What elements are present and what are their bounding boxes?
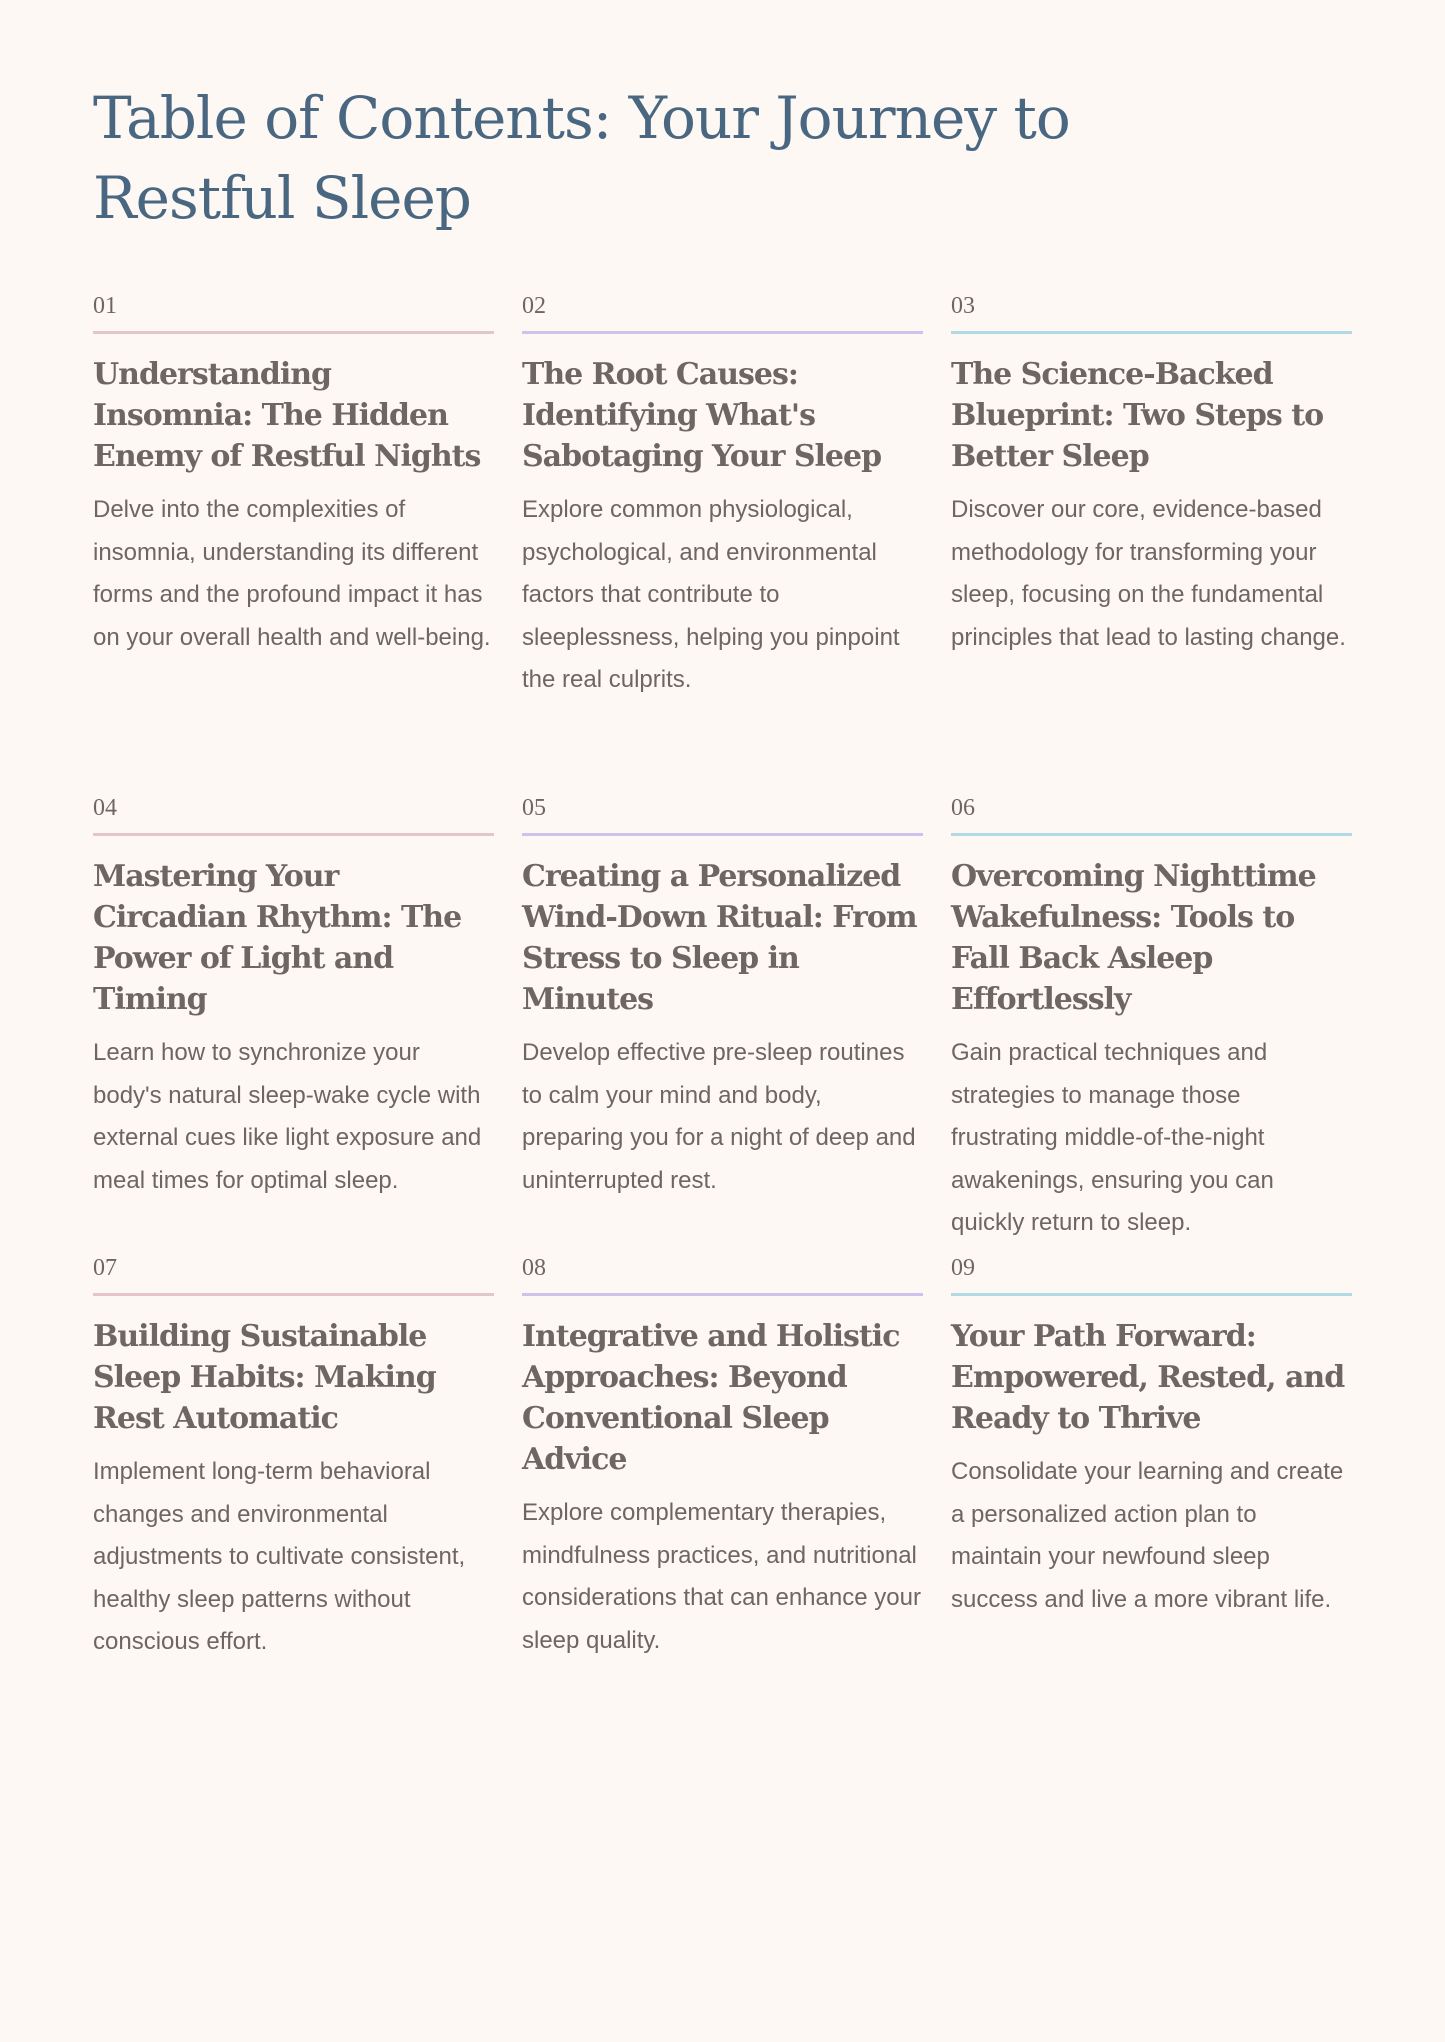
chapter-number: 02 [522, 293, 546, 319]
chapter-title: The Science-Backed Blueprint: Two Steps to Better Sleep [951, 357, 1324, 474]
divider-rule [93, 331, 494, 334]
page-title: Table of Contents: Your Journey to Restful Sleep [93, 84, 1070, 232]
chapter-description: Learn how to synchronize your body's natural sleep-wake cycle with external cues like light exposure and meal times for optimal sleep. [93, 1039, 482, 1194]
toc-entry-03[interactable] [951, 291, 1352, 659]
chapter-number: 09 [951, 1255, 975, 1281]
divider-rule [951, 331, 1352, 334]
toc-entry-01[interactable] [93, 291, 494, 659]
chapter-description: Explore common physiological, psychological, and environmental factors that contribute to sleeplessness, helping you pinpoint the real culprits. [522, 496, 900, 693]
chapter-number: 03 [951, 293, 975, 319]
toc-entry-08[interactable] [522, 1253, 923, 1662]
chapter-description: Gain practical techniques and strategies to manage those frustrating middle-of-the-night awakenings, ensuring you can quickly return to sleep. [951, 1039, 1274, 1236]
chapter-description: Discover our core, evidence-based methodology for transforming your sleep, focusing on the fundamental principles that lead to lasting change. [951, 496, 1346, 651]
divider-rule [93, 833, 494, 836]
toc-entry-09[interactable] [951, 1253, 1352, 1621]
toc-entry-02[interactable] [522, 291, 923, 702]
divider-rule [522, 833, 923, 836]
chapter-title: Overcoming Nighttime Wakefulness: Tools to Fall Back Asleep Effortlessly [951, 859, 1316, 1017]
chapter-description: Implement long-term behavioral changes and environmental adjustments to cultivate consistent, healthy sleep patterns without conscious effort. [93, 1458, 466, 1655]
chapter-number: 04 [93, 795, 117, 821]
divider-rule [522, 1293, 923, 1296]
chapter-title: Understanding Insomnia: The Hidden Enemy of Restful Nights [93, 357, 481, 474]
divider-rule [522, 331, 923, 334]
chapter-number: 07 [93, 1255, 117, 1281]
chapter-title: Mastering Your Circadian Rhythm: The Power of Light and Timing [93, 859, 462, 1017]
divider-rule [93, 1293, 494, 1296]
toc-entry-07[interactable] [93, 1253, 494, 1664]
chapter-description: Consolidate your learning and create a personalized action plan to maintain your newfound sleep success and live a more vibrant life. [951, 1458, 1344, 1613]
chapter-description: Explore complementary therapies, mindfulness practices, and nutritional considerations that can enhance your sleep quality. [522, 1499, 921, 1654]
chapter-number: 01 [93, 293, 117, 319]
chapter-number: 05 [522, 795, 546, 821]
chapter-title: Your Path Forward: Empowered, Rested, and Ready to Thrive [951, 1319, 1345, 1436]
toc-entry-06[interactable] [951, 793, 1352, 1245]
toc-entry-05[interactable] [522, 793, 923, 1202]
chapter-title: Integrative and Holistic Approaches: Beyond Conventional Sleep Advice [522, 1319, 900, 1477]
chapter-title: Creating a Personalized Wind-Down Ritual: From Stress to Sleep in Minutes [522, 859, 917, 1017]
chapter-description: Develop effective pre-sleep routines to calm your mind and body, preparing you for a night of deep and uninterrupted rest. [522, 1039, 916, 1194]
chapter-title: Building Sustainable Sleep Habits: Making Rest Automatic [93, 1319, 436, 1436]
chapter-description: Delve into the complexities of insomnia, understanding its different forms and the profound impact it has on your overall health and well-being. [93, 496, 491, 651]
toc-page [93, 78, 1353, 1655]
toc-entry-04[interactable] [93, 793, 494, 1202]
chapter-title: The Root Causes: Identifying What's Sabotaging Your Sleep [522, 357, 882, 474]
chapter-number: 08 [522, 1255, 546, 1281]
divider-rule [951, 1293, 1352, 1296]
divider-rule [951, 833, 1352, 836]
chapter-number: 06 [951, 795, 975, 821]
